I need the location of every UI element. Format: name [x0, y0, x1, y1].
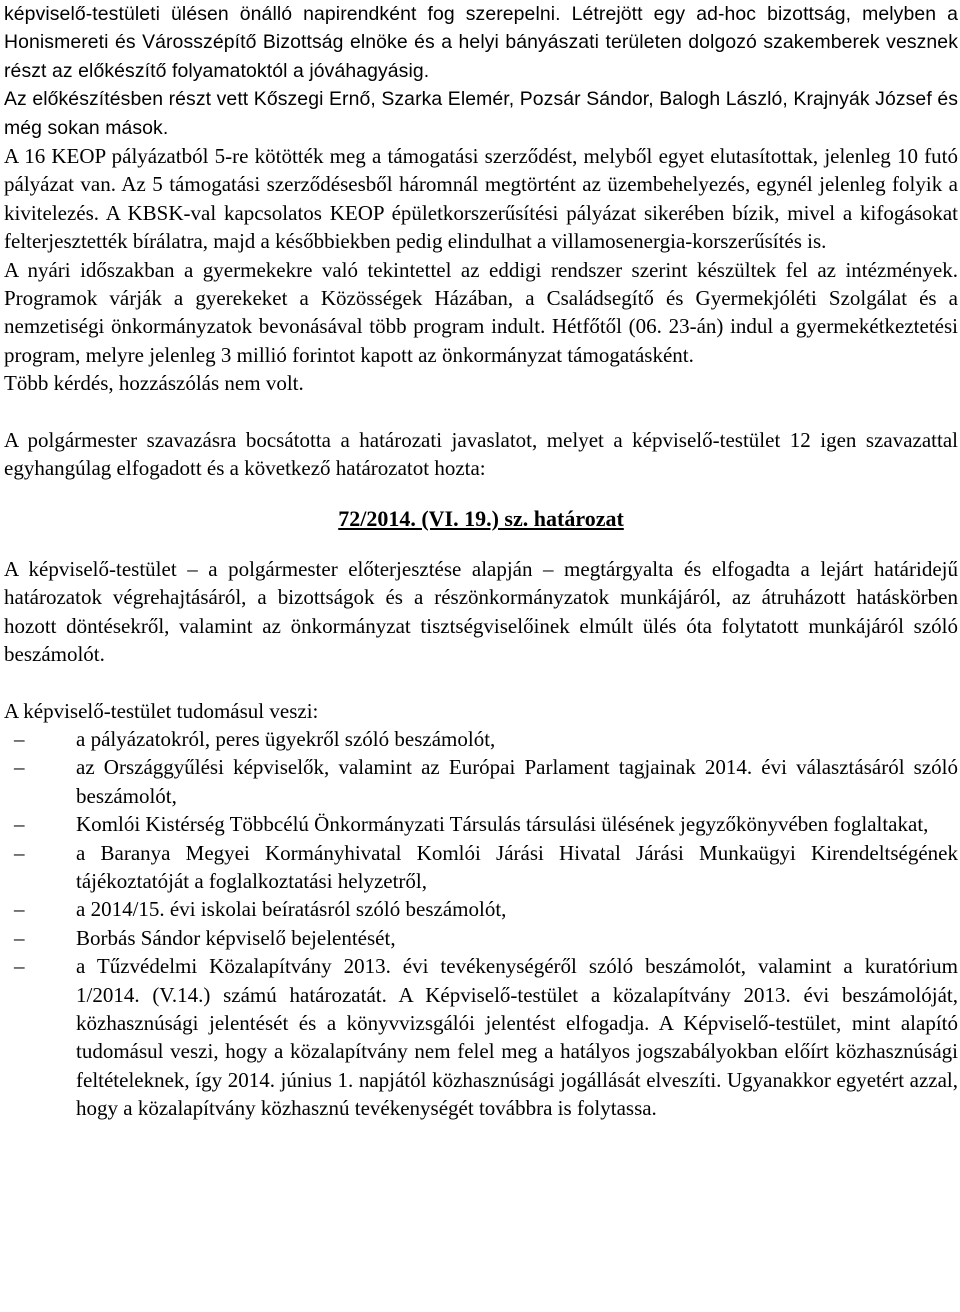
paragraph-acknowledge-intro: A képviselő-testület tudomásul veszi: [4, 698, 319, 723]
dash-bullet: – [14, 897, 25, 922]
list-item-text: a 2014/15. évi iskolai beíratásról szóló beszámolót, [76, 897, 507, 922]
paragraph-vote: A polgármester szavazásra bocsátotta a határozati javaslatot, melyet a képviselő-testület 12 igen szavazattal egyhangúlag elfogadott és a következő határozatot hozta: [4, 427, 958, 481]
paragraph-resolution: A képviselő-testület – a polgármester előterjesztése alapján – megtárgyalta és elfogadta a lejárt határidejű határozatok végrehajtásáról, a bizottságok és a részönkormányzatok munkájáról, az átruházott hatáskörben hozott döntésekről, valamint az önkormányzat tisztségviselőinek elmúlt ülés óta folytatott munkájáról szóló beszámolót. [4, 556, 958, 667]
list-item-text: a Tűzvédelmi Közalapítvány 2013. évi tevékenységéről szóló beszámolót, valamint a kuratórium 1/2014. (V.14.) számú határozatát. A Képviselő-testület a közalapítvány 2013. évi beszámolóját, közhasznúsági jelentését és a könyvvizsgálói jelentést elfogadja. A Képviselő-testület, mint alapító tudomásul veszi, hogy a közalapítvány nem felel meg a hatályos jogszabályokban előírt közhasznúsági feltételeknek, így 2014. június 1. napjától közhasznúsági jogállását elveszíti. Ugyanakkor egyetért azzal, hogy a közalapítvány közhasznú tevékenységét továbbra is folytassa. [76, 954, 958, 1121]
dash-bullet: – [14, 812, 25, 837]
list-item-text: az Országgyűlési képviselők, valamint az Európai Parlament tagjainak 2014. évi választásáról szóló beszámolót, [76, 755, 958, 808]
dash-bullet: – [14, 755, 25, 780]
list-item [4, 753, 958, 810]
list-item [4, 810, 958, 838]
list-item-text: Borbás Sándor képviselő bejelentését, [76, 925, 396, 950]
spacer [4, 398, 958, 426]
paragraph-adhoc-committee: képviselő-testületi ülésen önálló napirendként fog szerepelni. Létrejött egy ad-hoc bizottság, melyben a Honismereti és Városszépítő Bizottság elnöke és a helyi bányászati területen dolgozó szakemberek vesznek részt az előkészítő folyamatoktól a jóváhagyásig. [4, 3, 958, 82]
dash-bullet: – [14, 840, 25, 865]
list-item [4, 839, 958, 896]
list-item-text: Komlói Kistérség Többcélú Önkormányzati Társulás társulási ülésének jegyzőkönyvében foglaltakat, [76, 812, 929, 837]
list-item-text: a pályázatokról, peres ügyekről szóló beszámolót, [76, 726, 496, 751]
list-item [4, 924, 958, 952]
paragraph-no-questions: Több kérdés, hozzászólás nem volt. [4, 371, 304, 396]
dash-bullet: – [14, 925, 25, 950]
list-item [4, 725, 958, 753]
list-item [4, 895, 958, 923]
intro-block [4, 0, 958, 142]
list-item [4, 952, 958, 1122]
dash-bullet: – [14, 954, 25, 979]
list-item-text: a Baranya Megyei Kormányhivatal Komlói Járási Hivatal Járási Munkaügyi Kirendeltségének tájékoztatóját a foglalkoztatási helyzetről, [76, 840, 958, 893]
acknowledge-list [4, 725, 958, 1123]
spacer [4, 669, 958, 697]
dash-bullet: – [14, 726, 25, 751]
resolution-title: 72/2014. (VI. 19.) sz. határozat [338, 505, 624, 531]
paragraph-summer-programs: A nyári időszakban a gyermekekre való tekintettel az eddigi rendszer szerint készültek fel az intézmények. Programok várják a gyerekeket a Közösségek Házában, a Családsegítő és Gyermekjóléti Szolgálat és a nemzetiségi önkormányzatok bevonásával több program indult. Hétfőtől (06. 23-án) indul a gyermekétkeztetési program, melyre jelenleg 3 millió forintot kapott az önkormányzat támogatásként. [4, 257, 958, 367]
paragraph-contributors: Az előkészítésben részt vett Kőszegi Ernő, Szarka Elemér, Pozsár Sándor, Balogh László, Krajnyák József és még sokan mások. [4, 88, 958, 139]
paragraph-keop: A 16 KEOP pályázatból 5-re kötötték meg a támogatási szerződést, melyből egyet elutasítottak, jelenleg 10 futó pályázat van. Az 5 támogatási szerződésesből háromnál megtörtént az üzembehelyezés, egynél jelenleg folyik a kivitelezés. A KBSK-val kapcsolatos KEOP épületkorszerűsítési pályázat sikerében bízik, mivel a kifogásokat felterjesztették bírálatra, majd a későbbiekben pedig elindulhat a villamosenergia-korszerűsítés is. [4, 144, 958, 254]
